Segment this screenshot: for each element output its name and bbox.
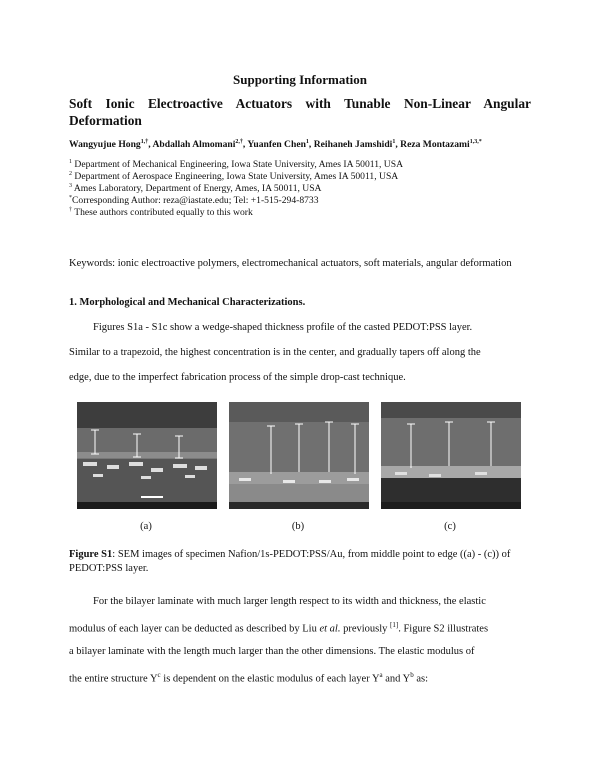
author-name: Reihaneh Jamshidi	[313, 139, 393, 151]
italic-span: et al.	[319, 623, 341, 635]
affiliation-text: Ames Laboratory, Department of Energy, Ames, IA 50011, USA	[73, 183, 322, 195]
author-name: Reza Montazami	[400, 139, 470, 151]
superscript: a	[379, 671, 383, 679]
superscript: c	[157, 671, 161, 679]
citation-ref[interactable]: [1]	[390, 621, 399, 629]
text-span: the entire structure Y	[69, 673, 158, 685]
sem-image-a	[77, 402, 217, 509]
subfigure-label: (c)	[444, 521, 456, 532]
subfigure-label: (a)	[140, 521, 152, 532]
author-name: Yuanfen Chen	[247, 139, 306, 151]
author-sup: 1	[392, 139, 396, 145]
affiliation	[69, 204, 539, 219]
caption-text: : SEM images of specimen Nafion/1s-PEDOT:PSS/Au, from middle point to edge ((a) - (c)) of PEDOT:PSS layer.	[69, 549, 511, 574]
figure-caption	[69, 548, 531, 576]
paragraph-line: Figures S1a - S1c show a wedge-shaped thickness profile of the casted PEDOT:PSS layer.	[93, 322, 473, 333]
sem-image-b	[229, 402, 369, 509]
affiliation-text: These authors contributed equally to this work	[74, 207, 253, 219]
supporting-info-title: Supporting Information	[233, 72, 367, 87]
affiliation-sup: 3	[69, 183, 72, 189]
paragraph-line	[69, 671, 531, 685]
affiliation-sup: 1	[69, 159, 72, 165]
paragraph-line: For the bilayer laminate with much larger length respect to its width and thickness, the elastic	[93, 596, 486, 607]
section-heading: 1. Morphological and Mechanical Characterizations.	[69, 297, 306, 308]
paragraph-line: a bilayer laminate with the length much larger than the other dimensions. The elastic modulus of	[69, 646, 475, 657]
text-span: previously	[340, 623, 391, 635]
author-list: Wangyujue Hong$^{1,\dagger}$, Abdallah Almomani$^{2,\dagger}$, Yuanfen Chen$^1$, Reihaneh Jamshidi$^1$, Reza Montazami$^{1,3,*}$	[69, 139, 482, 151]
text-span: and Y	[382, 673, 411, 685]
text-span: is dependent on the elastic modulus of each layer Y	[160, 673, 380, 685]
subfigure-label: (b)	[291, 521, 305, 532]
caption-label: Figure S1	[69, 549, 113, 560]
affiliation-sup: †	[69, 207, 72, 213]
affiliation-sup: 2	[69, 171, 72, 177]
affiliation-text: Corresponding Author: reza@iastate.edu; Tel: +1-515-294-8733	[72, 195, 319, 207]
paragraph-line: edge, due to the imperfect fabrication process of the simple drop-cast technique.	[69, 372, 406, 383]
text-span: as:	[413, 673, 429, 685]
paragraph-line	[69, 621, 531, 635]
paragraph-line: Similar to a trapezoid, the highest concentration is in the center, and gradually tapers off along the	[69, 347, 481, 358]
paper-title: Soft Ionic Electroactive Actuators with Tunable Non-Linear Angular Deformation	[69, 96, 531, 128]
author-sup: 1,3,*	[469, 139, 482, 145]
text-span: modulus of each layer can be deducted as described by Liu	[69, 623, 320, 635]
author-name: Abdallah Almomani	[152, 139, 236, 151]
text-span: . Figure S2 illustrates	[398, 623, 489, 635]
author-sup: 2,†	[235, 139, 243, 145]
author-sup: 1,†	[140, 139, 149, 145]
superscript: b	[410, 671, 414, 679]
author-name: Wangyujue Hong	[69, 139, 141, 151]
affiliation-text: Department of Aerospace Engineering, Iowa State University, Ames IA 50011, USA	[74, 171, 399, 183]
keywords: Keywords: ionic electroactive polymers, electromechanical actuators, soft materials, angular deformation	[69, 258, 512, 269]
affiliation-text: Department of Mechanical Engineering, Iowa State University, Ames IA 50011, USA	[74, 159, 404, 171]
sem-image-c	[381, 402, 521, 509]
author-sup: 1	[305, 139, 309, 145]
affiliation-sup: *	[69, 195, 72, 201]
